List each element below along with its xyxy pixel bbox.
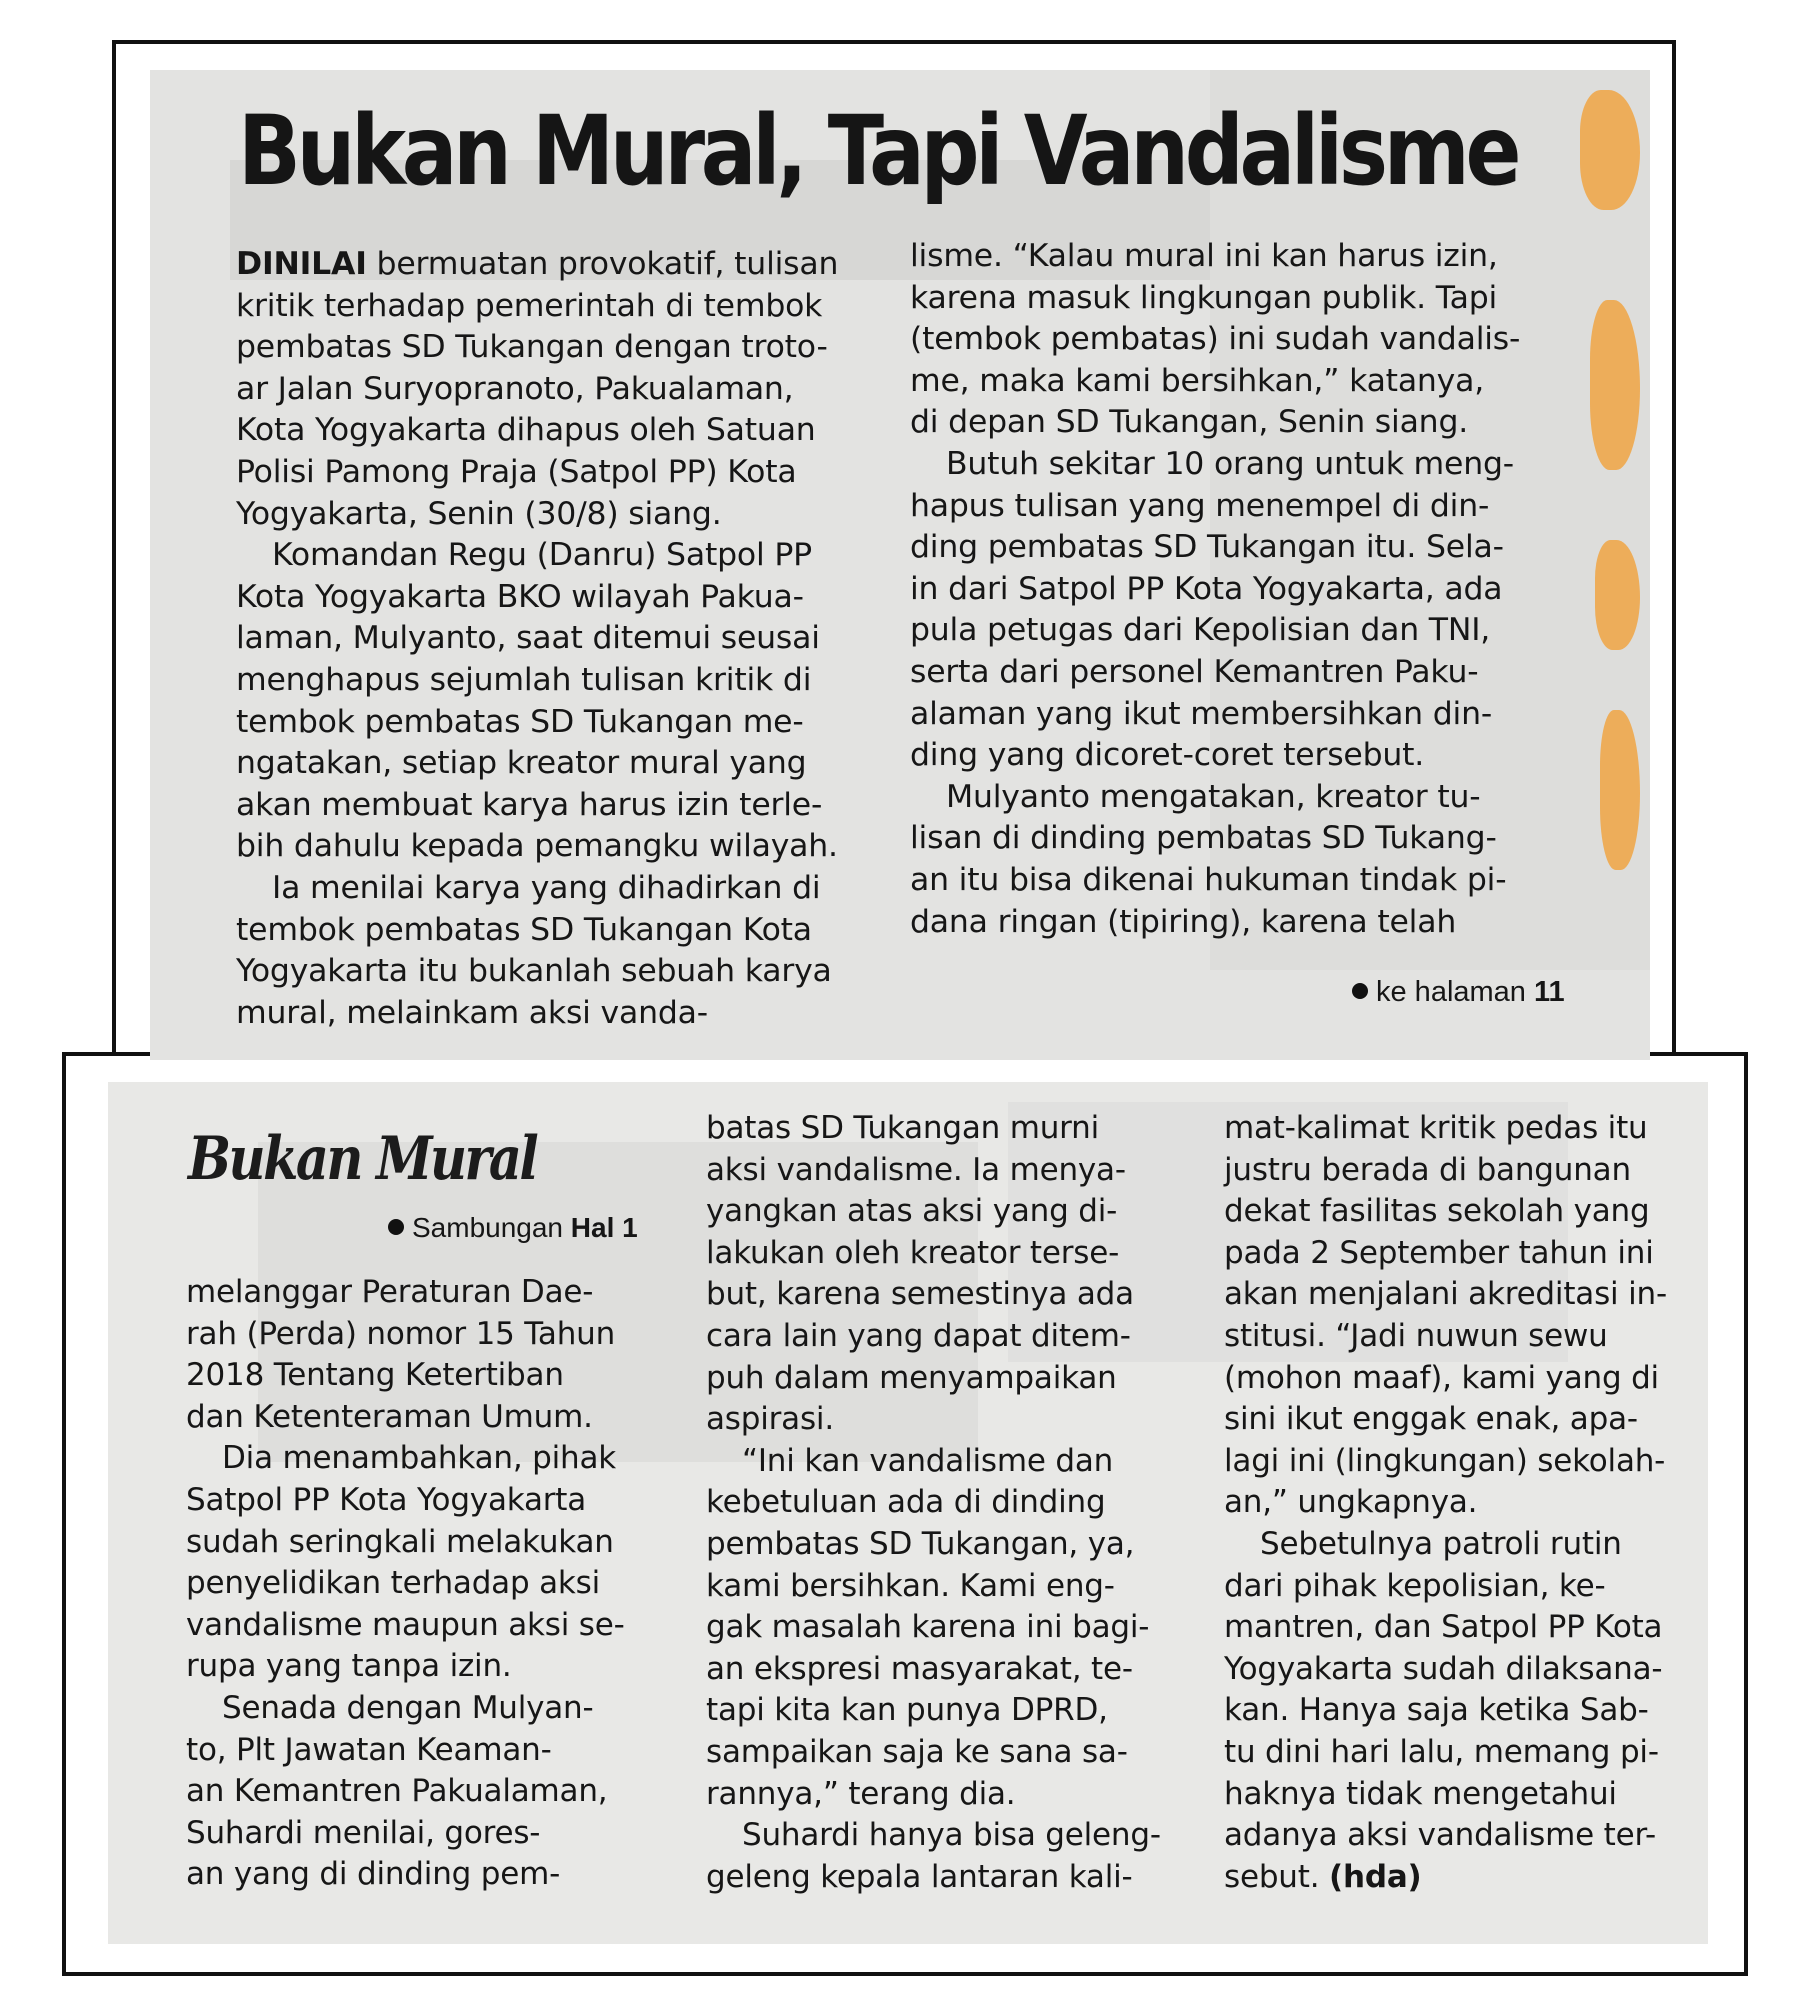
text-line: aspirasi. (706, 1401, 834, 1438)
text-line: Sebetulnya patroli rutin (1260, 1525, 1622, 1562)
text-line: Mulyanto mengatakan, kreator tu- (946, 778, 1481, 815)
text-line: (mohon maaf), kami yang di (1224, 1359, 1659, 1396)
text-line: rah (Perda) nomor 15 Tahun (186, 1315, 616, 1352)
lead-paragraph-first-line: DINILAI bermuatan provokatif, tulisan (236, 246, 839, 282)
text-line: akan membuat karya harus izin terle- (236, 786, 823, 823)
text-line: sudah seringkali melakukan (186, 1523, 614, 1560)
text-line: Dia menambahkan, pihak (222, 1440, 617, 1477)
text-line: dana ringan (tipiring), karena telah (910, 903, 1457, 940)
last-line: sebut. (hda) (1224, 1858, 1422, 1895)
text-line: tapi kita kan punya DPRD, (706, 1692, 1108, 1729)
text-line: sini ikut enggak enak, apa- (1224, 1401, 1638, 1438)
text-line: Satpol PP Kota Yogyakarta (186, 1481, 587, 1518)
continued-page: 11 (1534, 976, 1565, 1008)
text-line: di depan SD Tukangan, Senin siang. (910, 404, 1469, 441)
text-line: karena masuk lingkungan publik. Tapi (910, 279, 1498, 316)
continuation-headline: Bukan Mural (188, 1124, 537, 1194)
top-column-2 (910, 236, 1520, 943)
text-line: tembok pembatas SD Tukangan Kota (236, 911, 812, 948)
text-line: mural, melainkam aksi vanda- (236, 994, 708, 1031)
torn-edge-orange (1590, 300, 1640, 470)
sambungan-text: Sambungan (412, 1212, 564, 1243)
sambungan-page: Hal 1 (570, 1212, 638, 1243)
text-line: mat-kalimat kritik pedas itu (1224, 1110, 1648, 1146)
text-line: Kota Yogyakarta BKO wilayah Pakua- (236, 578, 804, 615)
bottom-column-2 (706, 1108, 1161, 1898)
text-line: mantren, dan Satpol PP Kota (1224, 1609, 1663, 1646)
text-line: but, karena semestinya ada (706, 1276, 1134, 1313)
text-line: dekat fasilitas sekolah yang (1224, 1193, 1650, 1230)
text-line: an itu bisa dikenai hukuman tindak pi- (910, 861, 1507, 898)
text-line: Ia menilai karya yang dihadirkan di (272, 869, 821, 906)
text-line: adanya aksi vandalisme ter- (1224, 1817, 1657, 1854)
bottom-column-1 (186, 1272, 625, 1896)
text-line: Suhardi hanya bisa geleng- (742, 1817, 1161, 1854)
text-line: bih dahulu kepada pemangku wilayah. (236, 828, 838, 865)
text-line: lisme. “Kalau mural ini kan harus izin, (910, 238, 1498, 274)
text-line: rannya,” terang dia. (706, 1775, 1016, 1812)
text-line: serta dari personel Kemantren Paku- (910, 653, 1479, 690)
text-line: an,” ungkapnya. (1224, 1484, 1478, 1521)
text-line: in dari Satpol PP Kota Yogyakarta, ada (910, 570, 1503, 607)
text-line: Yogyakarta sudah dilaksana- (1224, 1650, 1663, 1687)
text-line: pembatas SD Tukangan, ya, (706, 1525, 1135, 1562)
torn-edge-orange (1595, 540, 1640, 650)
text-line: puh dalam menyampaikan (706, 1359, 1117, 1396)
bottom-column-3 (1224, 1108, 1667, 1898)
headline: Bukan Mural, Tapi Vandalisme (238, 95, 1518, 207)
text-line: batas SD Tukangan murni (706, 1110, 1100, 1146)
text-line: haknya tidak mengetahui (1224, 1775, 1617, 1812)
text-line: stitusi. “Jadi nuwun sewu (1224, 1317, 1608, 1354)
text-line: sampaikan saja ke sana sa- (706, 1733, 1128, 1770)
text-line: an yang di dinding pem- (186, 1856, 561, 1893)
continued-marker (1352, 976, 1565, 1009)
text-line: gak masalah karena ini bagi- (706, 1609, 1150, 1646)
text-line: tu dini hari lalu, memang pi- (1224, 1733, 1659, 1770)
text-line: rupa yang tanpa izin. (186, 1648, 512, 1685)
text-line: kritik terhadap pemerintah di tembok (236, 287, 823, 324)
text-line: yangkan atas aksi yang di- (706, 1193, 1118, 1230)
text-line: kan. Hanya saja ketika Sab- (1224, 1692, 1649, 1729)
text-line: lakukan oleh kreator terse- (706, 1234, 1120, 1271)
text-line: Yogyakarta, Senin (30/8) siang. (236, 495, 722, 532)
sambungan-marker (388, 1212, 638, 1244)
text-line: aksi vandalisme. Ia menya- (706, 1151, 1126, 1188)
text-line: lisan di dinding pembatas SD Tukang- (910, 820, 1497, 857)
text-line: melanggar Peraturan Dae- (186, 1274, 594, 1310)
text-line: to, Plt Jawatan Keaman- (186, 1731, 552, 1768)
text-line: justru berada di bangunan (1224, 1151, 1631, 1188)
text-line: “Ini kan vandalisme dan (742, 1442, 1114, 1479)
text-line: akan menjalani akreditasi in- (1224, 1276, 1667, 1313)
text-line: ding yang dicoret-coret tersebut. (910, 737, 1425, 774)
text-line: Butuh sekitar 10 orang untuk meng- (946, 445, 1514, 482)
text-line: Suhardi menilai, gores- (186, 1814, 541, 1851)
text-line: me, maka kami bersihkan,” katanya, (910, 362, 1485, 399)
text-line: Senada dengan Mulyan- (222, 1689, 594, 1726)
text-line: Yogyakarta itu bukanlah sebuah karya (236, 953, 832, 990)
author-signature: (hda) (1329, 1858, 1422, 1895)
continued-text: ke halaman (1376, 976, 1526, 1008)
text-line: (tembok pembatas) ini sudah vandalis- (910, 321, 1521, 358)
text-line: hapus tulisan yang menempel di din- (910, 487, 1490, 524)
text-line: kami bersihkan. Kami eng- (706, 1567, 1115, 1604)
text-line: an Kemantren Pakualaman, (186, 1773, 608, 1810)
text-line: ar Jalan Suryopranoto, Pakualaman, (236, 370, 794, 407)
text-line: pada 2 September tahun ini (1224, 1234, 1654, 1271)
text-line: penyelidikan terhadap aksi (186, 1565, 601, 1602)
text-line: pembatas SD Tukangan dengan troto- (236, 329, 828, 366)
text-line: ngatakan, setiap kreator mural yang (236, 745, 807, 782)
text-line: an ekspresi masyarakat, te- (706, 1650, 1133, 1687)
text-line: vandalisme maupun aksi se- (186, 1606, 625, 1643)
top-column-1 (236, 244, 838, 1034)
text-line: Polisi Pamong Praja (Satpol PP) Kota (236, 453, 797, 490)
text-line: kebetuluan ada di dinding (706, 1484, 1106, 1521)
text-line: dari pihak kepolisian, ke- (1224, 1567, 1606, 1604)
torn-edge-orange (1580, 90, 1640, 210)
text-line: Komandan Regu (Danru) Satpol PP (272, 537, 812, 574)
text-line: Kota Yogyakarta dihapus oleh Satuan (236, 412, 816, 449)
text-line: lagi ini (lingkungan) sekolah- (1224, 1442, 1666, 1479)
text-line: dan Ketenteraman Umum. (186, 1398, 593, 1435)
text-line: cara lain yang dapat ditem- (706, 1317, 1131, 1354)
text-line: geleng kepala lantaran kali- (706, 1858, 1133, 1895)
text-line: 2018 Tentang Ketertiban (186, 1357, 564, 1394)
text-line: laman, Mulyanto, saat ditemui seusai (236, 620, 820, 657)
text-line: ding pembatas SD Tukangan itu. Sela- (910, 529, 1504, 566)
bullet-icon (388, 1219, 404, 1235)
bullet-icon (1352, 983, 1368, 999)
text-line: menghapus sejumlah tulisan kritik di (236, 661, 812, 698)
torn-edge-orange (1600, 710, 1640, 870)
kicker: DINILAI (236, 246, 367, 282)
text-line: alaman yang ikut membersihkan din- (910, 695, 1493, 732)
text-line: pula petugas dari Kepolisian dan TNI, (910, 612, 1491, 649)
text-line: tembok pembatas SD Tukangan me- (236, 703, 804, 740)
